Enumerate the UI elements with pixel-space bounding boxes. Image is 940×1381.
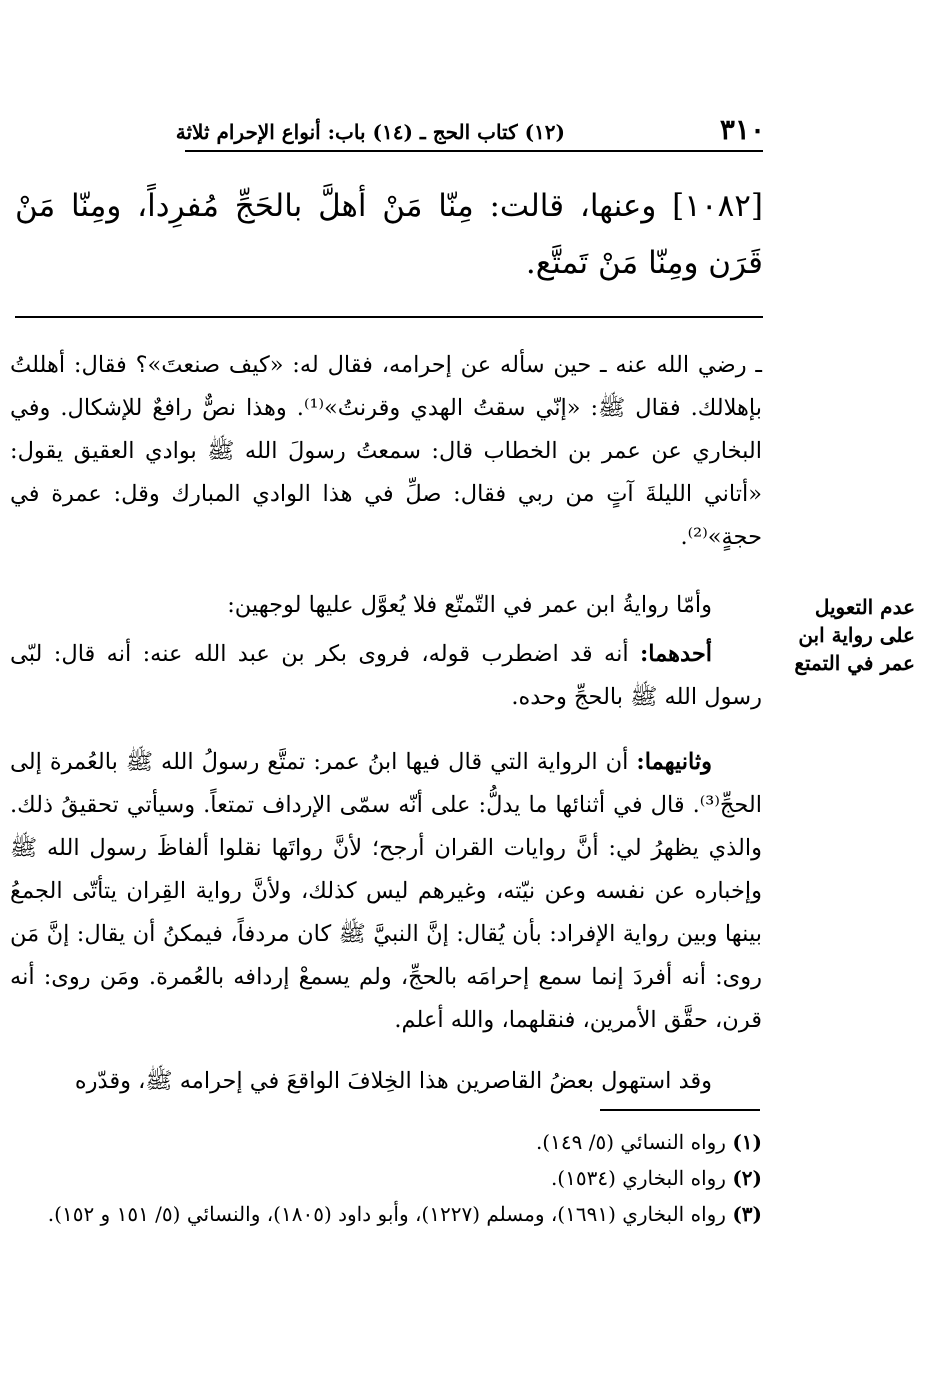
running-title: (١٢) كتاب الحج ـ (١٤) باب: أنواع الإحرام ثلاثة — [175, 120, 565, 144]
second-reason-text: أن الرواية التي قال فيها ابنُ عمر: تمتَّع رسولُ الله ﷺ بالعُمرة إلى الحجِّ⁽³⁾. قال في أثنائها ما يدلُّ: على أنّه سمّى الإرداف تمتعاً. وسيأتي تحقيقُ ذلك. والذي يظهرُ لي: أنَّ روايات القران أرجح؛ لأنَّ رواتَها نقلوا ألفاظَ رسول الله ﷺ وإخباره عن نفسه وعن نيّته، وغيرهم ليس كذلك، ولأنَّ رواية القِران يتأتّى الجمعُ بينها وبين رواية الإفراد: بأن يُقال: إنَّ النبيَّ ﷺ كان مردفاً، فيمكنُ أن يقال: إنَّ مَن روى: أنه أفردَ إنما سمع إحرامَه بالحجِّ، ولم يسمعْ إردافه بالعُمرة. ومَن روى: أنه قرن، حقَّق الأمرين، فنقلهما، والله أعلم. — [10, 749, 762, 1033]
footnote-number: (٢) — [732, 1166, 762, 1190]
footnote — [10, 1124, 762, 1160]
commentary-opening-paragraph: ـ رضي الله عنه ـ حين سأله عن إحرامه، فقال له: «كيف صنعتَ»؟ فقال: أهللتُ بإهلالك. فقال ﷺ: «إنّي سقتُ الهدي وقرنتُ»⁽¹⁾. وهذا نصٌّ رافعٌ للإشكال. وفي البخاري عن عمر بن الخطاب قال: سمعتُ رسولَ الله ﷺ بوادي العقيق يقول: «أتاني الليلةَ آتٍ من ربي فقال: صلِّ في هذا الوادي المبارك وقل: عمرة في حجةٍ»⁽²⁾. — [10, 352, 762, 550]
footnotes — [10, 1124, 762, 1232]
footnote — [10, 1196, 762, 1232]
footnote-number: (١) — [732, 1130, 762, 1154]
commentary-wa-amma — [10, 584, 762, 627]
footnote-text: رواه البخاري (١٦٩١)، ومسلم (١٢٢٧)، وأبو داود (١٨٠٥)، والنسائي (٥/ ١٥١ و ١٥٢). — [47, 1202, 726, 1226]
header-rule — [185, 150, 763, 152]
footnote-text: رواه النسائي (٥/ ١٤٩). — [535, 1130, 726, 1154]
commentary-closing — [10, 1060, 762, 1103]
first-reason-paragraph — [10, 633, 762, 719]
footnote-text: رواه البخاري (١٥٣٤). — [550, 1166, 726, 1190]
footnote-rule — [600, 1109, 760, 1111]
first-reason-label: أحدهما: — [639, 641, 712, 667]
commentary-opening — [10, 344, 762, 559]
second-reason-paragraph — [10, 741, 762, 1042]
footnote-number: (٣) — [732, 1202, 762, 1226]
hadith-separator-rule — [15, 316, 763, 318]
page-header — [175, 112, 765, 152]
closing-paragraph: وقد استهول بعضُ القاصرين هذا الخِلافَ الواقعَ في إحرامه ﷺ، وقدّره — [74, 1068, 712, 1094]
margin-note: عدم التعويل على رواية ابن عمر في التمتع — [794, 595, 915, 675]
footnote — [10, 1160, 762, 1196]
commentary-second-reason — [10, 741, 762, 1042]
commentary-first-reason — [10, 633, 762, 719]
first-reason-text: أنه قد اضطرب قوله، فروى بكر بن عبد الله عنه: أنه قال: لبّى رسول الله ﷺ بالحجِّ وحده. — [10, 641, 762, 710]
second-reason-label: وثانيهما: — [636, 749, 712, 775]
wa-amma-paragraph: وأمّا روايةُ ابن عمر في التّمتّع فلا يُعوَّل عليها لوجهين: — [227, 592, 712, 618]
hadith-text: [١٠٨٢] وعنها، قالت: مِنّا مَنْ أهلَّ بالحَجِّ مُفرِداً، ومِنّا مَنْ قَرَن ومِنّا مَنْ تَمتَّع. — [15, 188, 763, 281]
page-number: ٣١٠ — [719, 113, 765, 146]
